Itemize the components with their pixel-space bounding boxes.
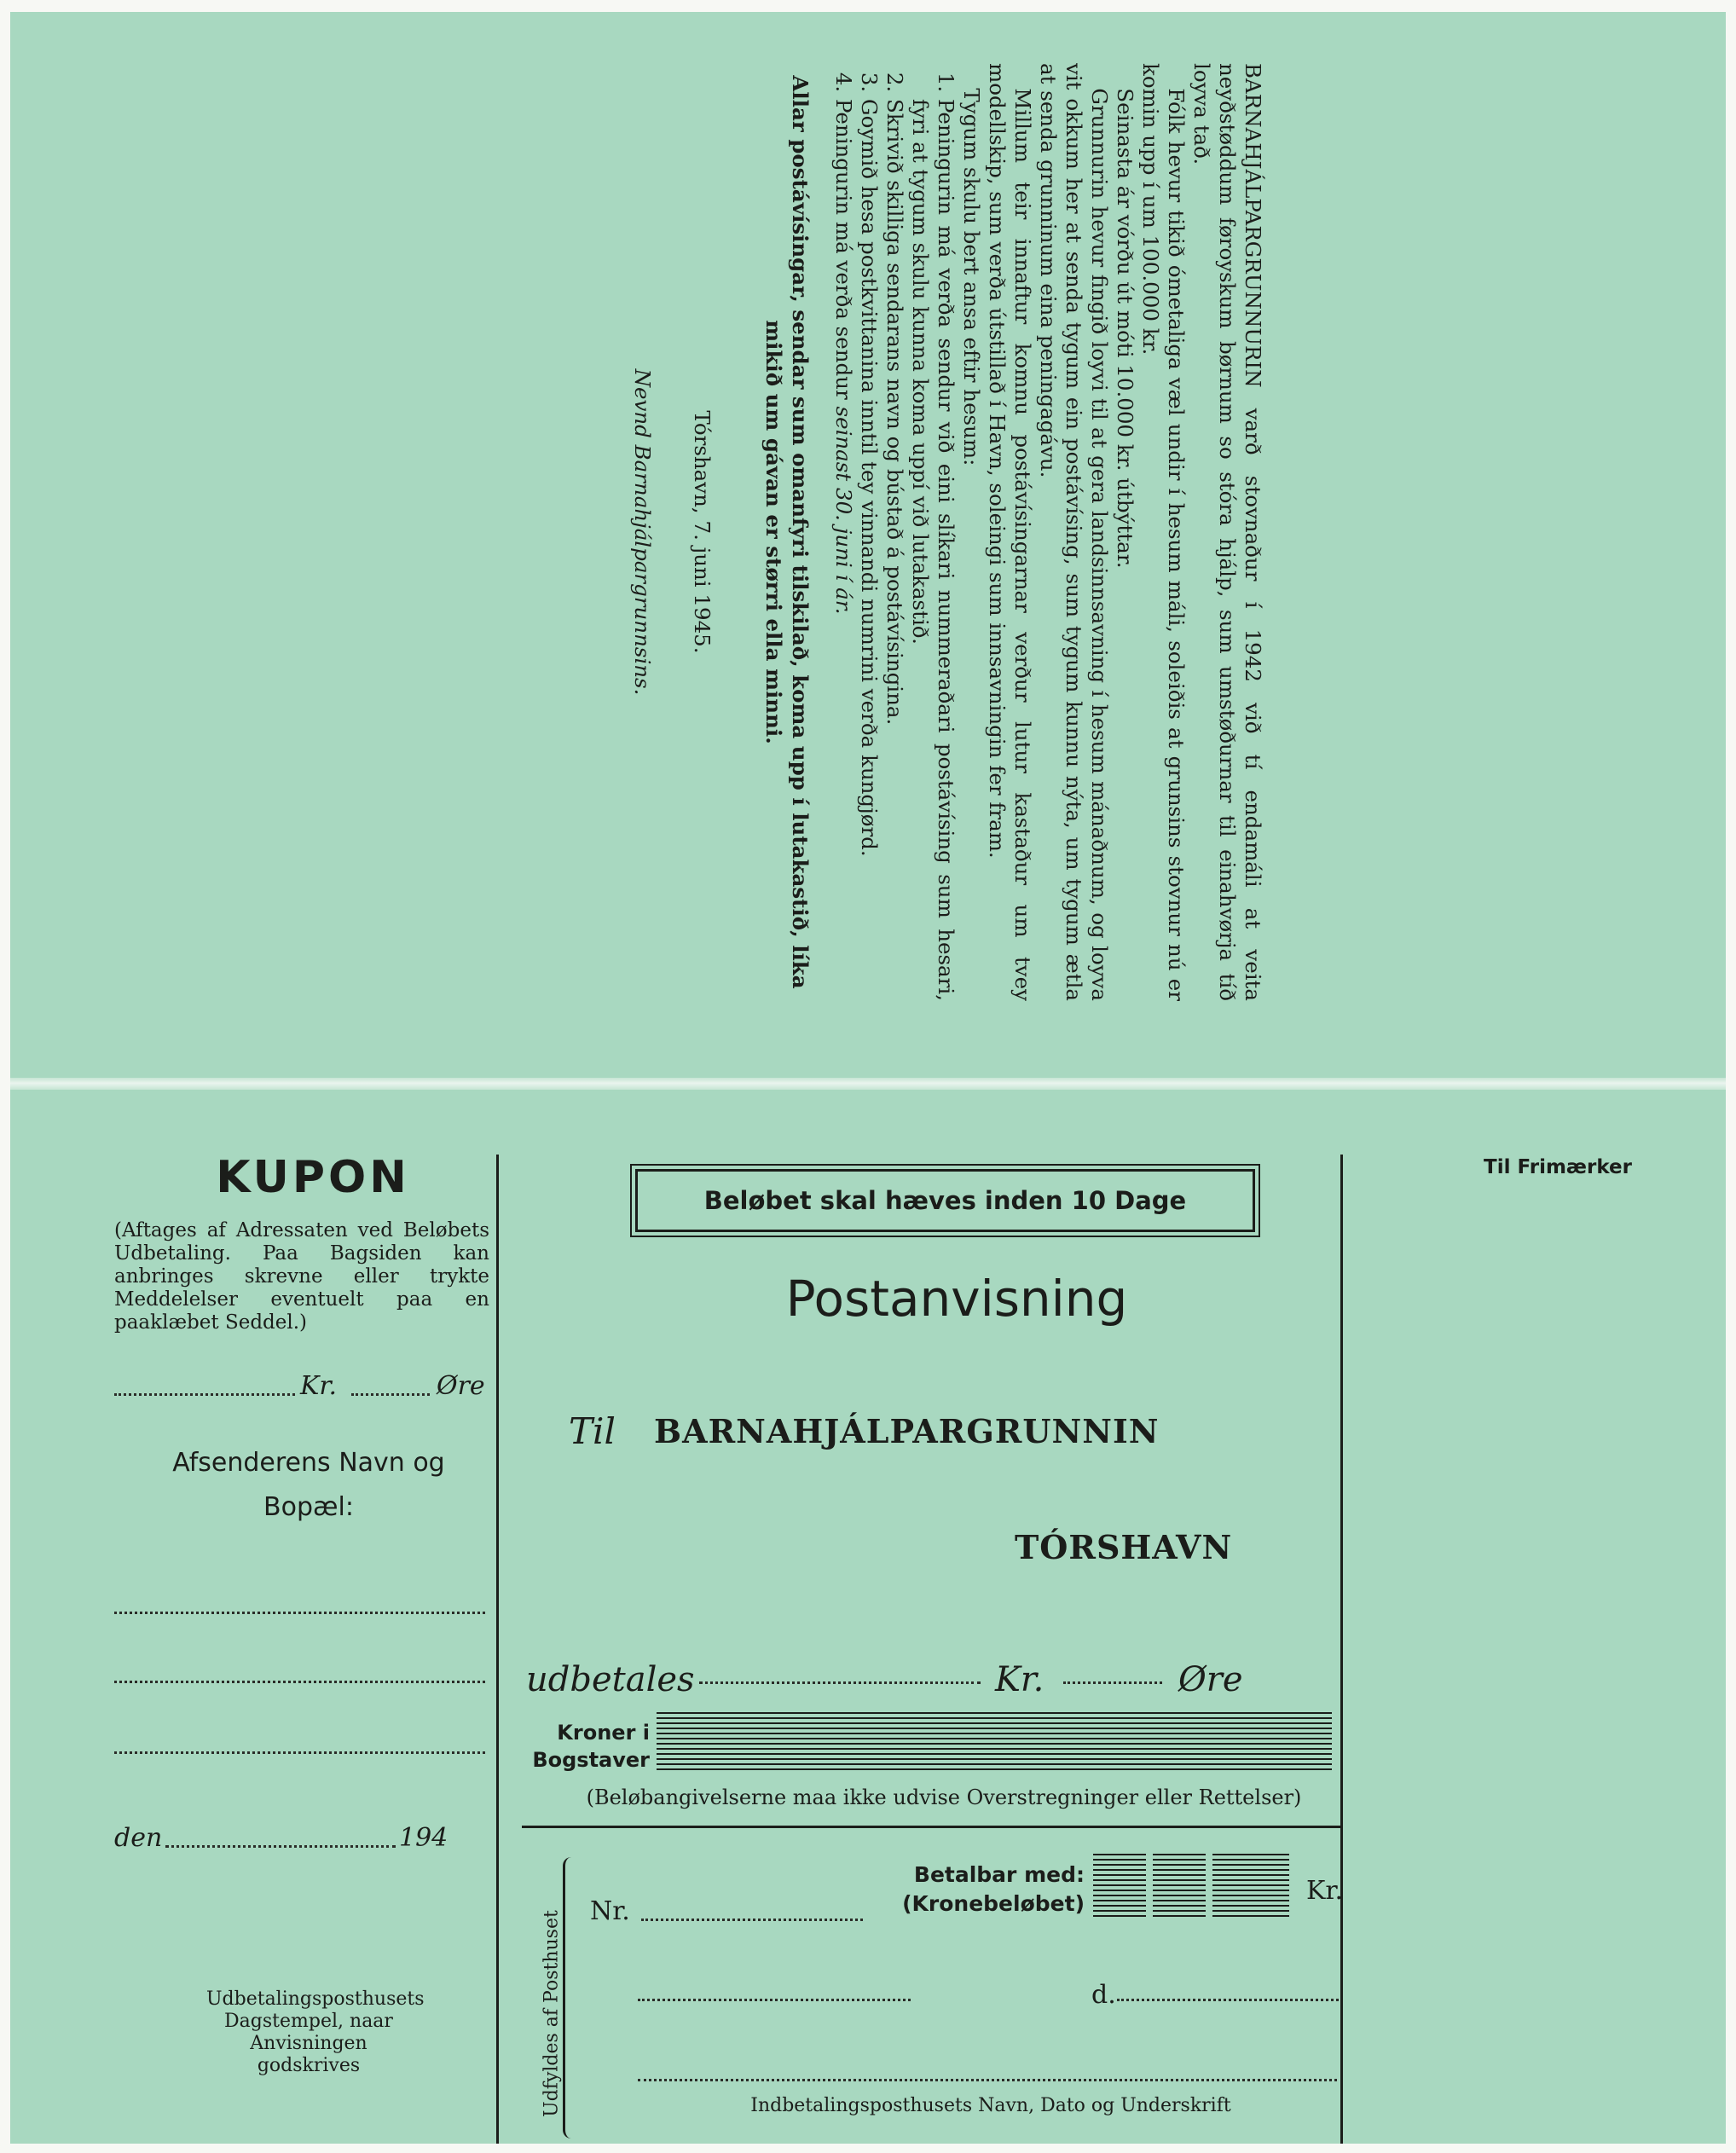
bracket (563, 1857, 582, 2139)
d-label: d. (1091, 1980, 1116, 2010)
notice-box: Beløbet skal hæves inden 10 Dage (635, 1169, 1255, 1232)
letter-paragraph: Millum teir innaftur komnu postávísingarnar verður lutur kastaður um tvey modellskip, sum verða útstillað í Havn, soleingi sum innsavningin fer fram. (985, 63, 1035, 1001)
list-item: 2. Skrivið skilliga sendarans navn og bústað á postávísingina. (882, 99, 907, 1001)
kr-label-2: Kr. (1306, 1876, 1343, 1906)
sender-line: Afsenderens Navn og (172, 1448, 445, 1478)
nr-label: Nr. (590, 1896, 630, 1926)
kr-label: Kr. (995, 1660, 1044, 1699)
kupon-title: KUPON (216, 1152, 410, 1203)
sender-address-field[interactable] (114, 1751, 485, 1754)
betalbar-line: Betalbar med: (913, 1862, 1085, 1887)
kroner-bogstaver-label (522, 1719, 650, 1774)
betalbar-label (897, 1861, 1085, 1919)
letter-list (830, 63, 958, 1001)
kroner-line: Kroner i (557, 1721, 650, 1745)
letter-body (319, 63, 1265, 1001)
kupon-kr-field[interactable] (114, 1393, 295, 1396)
kroner-bogstaver-field[interactable] (657, 1712, 1332, 1772)
kupon-ore-label: Øre (437, 1371, 485, 1401)
kupon-date-field[interactable] (165, 1845, 396, 1848)
kupon-description: (Aftages af Adressaten ved Beløbets Udbetaling. Paa Bagsiden kan anbringes skrevne eller trykte Meddelelser eventuelt paa en paaklæbet Seddel.) (114, 1219, 489, 1334)
amount-ore-field[interactable] (1063, 1681, 1162, 1684)
letter-paragraph: Seinasta ár vórðu út móti 10.000 kr. útbýttar. (1113, 88, 1137, 569)
kupon-ore-field[interactable] (351, 1393, 430, 1396)
sender-line: Bopæl: (263, 1492, 354, 1522)
udbetales-label: udbetales (526, 1660, 695, 1699)
side-label-text: Udfyldes af Posthuset (541, 1910, 563, 2117)
list-item-deadline: seinast 30. juni í ár. (831, 406, 856, 615)
kupon-den-label: den (114, 1823, 163, 1853)
place-date: Tórshavn, 7. juni 1945. (690, 410, 715, 654)
ore-label: Øre (1178, 1660, 1243, 1699)
kronebelob-box-1[interactable] (1093, 1854, 1146, 1920)
stamp-area-label: Til Frimærker (1484, 1156, 1632, 1178)
indbetaling-label: Indbetalingsposthusets Navn, Dato og Underskrift (750, 2095, 1231, 2116)
fold-crease (10, 1078, 1726, 1090)
divider-kupon (496, 1155, 499, 2144)
side-label (539, 1888, 564, 2144)
list-item: 3. Goymið hesa postkvittanina inntil tey vinnandi numrini verða kungjørd. (856, 99, 882, 1001)
kroner-line: Bogstaver (532, 1748, 650, 1772)
sender-address-field[interactable] (114, 1681, 485, 1683)
rettelser-note: (Beløbangivelserne maa ikke udvise Overstregninger eller Rettelser) (586, 1785, 1302, 1809)
nr-field[interactable] (641, 1919, 863, 1921)
kupon-stamp-note: Udbetalingsposthusets Dagstempel, naar Anvisningen godskrives (206, 1988, 425, 2076)
list-item-text: Peningurin má verða sendur (831, 99, 856, 400)
place-field[interactable] (638, 1999, 911, 2001)
date-field[interactable] (1117, 1999, 1339, 2001)
letter-paragraph: Grunnurin hevur fingið loyvi til at gera landsinnsavning í hesum mánaðnum, og loyva vit okkum her at senda tygum ein postávísing, sum tygum kunnu nýta, um tygum ætla at senda grunninum eina peningagávu. (1036, 63, 1112, 1001)
list-item (830, 99, 856, 1001)
letter-paragraph: BARNAHJÁLPARGRUNNURIN varð stovnaður í 1942 við tí endamáli at veita neyðstøddum føroyskum børnum so stóra hjálp, sum umstøðurnar til einahvørja tíð loyva tað. (1189, 63, 1265, 1001)
til-label: Til (569, 1410, 616, 1452)
signature-field[interactable] (638, 2079, 1337, 2081)
section-divider (522, 1826, 1340, 1828)
amount-kr-field[interactable] (699, 1681, 981, 1684)
betalbar-line: (Kronebeløbet) (902, 1891, 1085, 1916)
sender-heading (130, 1441, 488, 1530)
signature: Nevnd Barnahjálpargrunnsins. (630, 368, 655, 696)
page-title: Postanvisning (785, 1270, 1128, 1328)
postal-form-sheet (10, 12, 1726, 2144)
list-item: 1. Peningurin má verða sendur við eini slíkari nummeraðari postávísing sum hesari, fyri at tygum skulu kunna koma uppí við lutakastið. (907, 99, 958, 1001)
recipient-name: BARNAHJÁLPARGRUNNIN (654, 1412, 1160, 1450)
letter-paragraph: Fólk hevur tikið ómetaliga væl undir í hesum máli, soleiðis at grunsins stovnur nú er komin upp í um 100.000 kr. (1138, 63, 1189, 1001)
kronebelob-box-3[interactable] (1212, 1854, 1289, 1920)
sender-address-field[interactable] (114, 1612, 485, 1614)
divider-stamp (1340, 1155, 1343, 2144)
recipient-city: TÓRSHAVN (1015, 1528, 1233, 1566)
kupon-kr-label: Kr. (300, 1371, 337, 1401)
kronebelob-box-2[interactable] (1153, 1854, 1206, 1920)
bold-note: Allar postávísingar, sendar sum omanfyri tilskilað, koma upp í lutakastið, líka mikið um gávan er størri ella minni. (761, 75, 813, 989)
letter-paragraph: Tygum skulu bert ansa eftir hesum: (959, 88, 984, 466)
kupon-year-label: 194 (399, 1823, 448, 1853)
letter-panel (319, 63, 1287, 1010)
